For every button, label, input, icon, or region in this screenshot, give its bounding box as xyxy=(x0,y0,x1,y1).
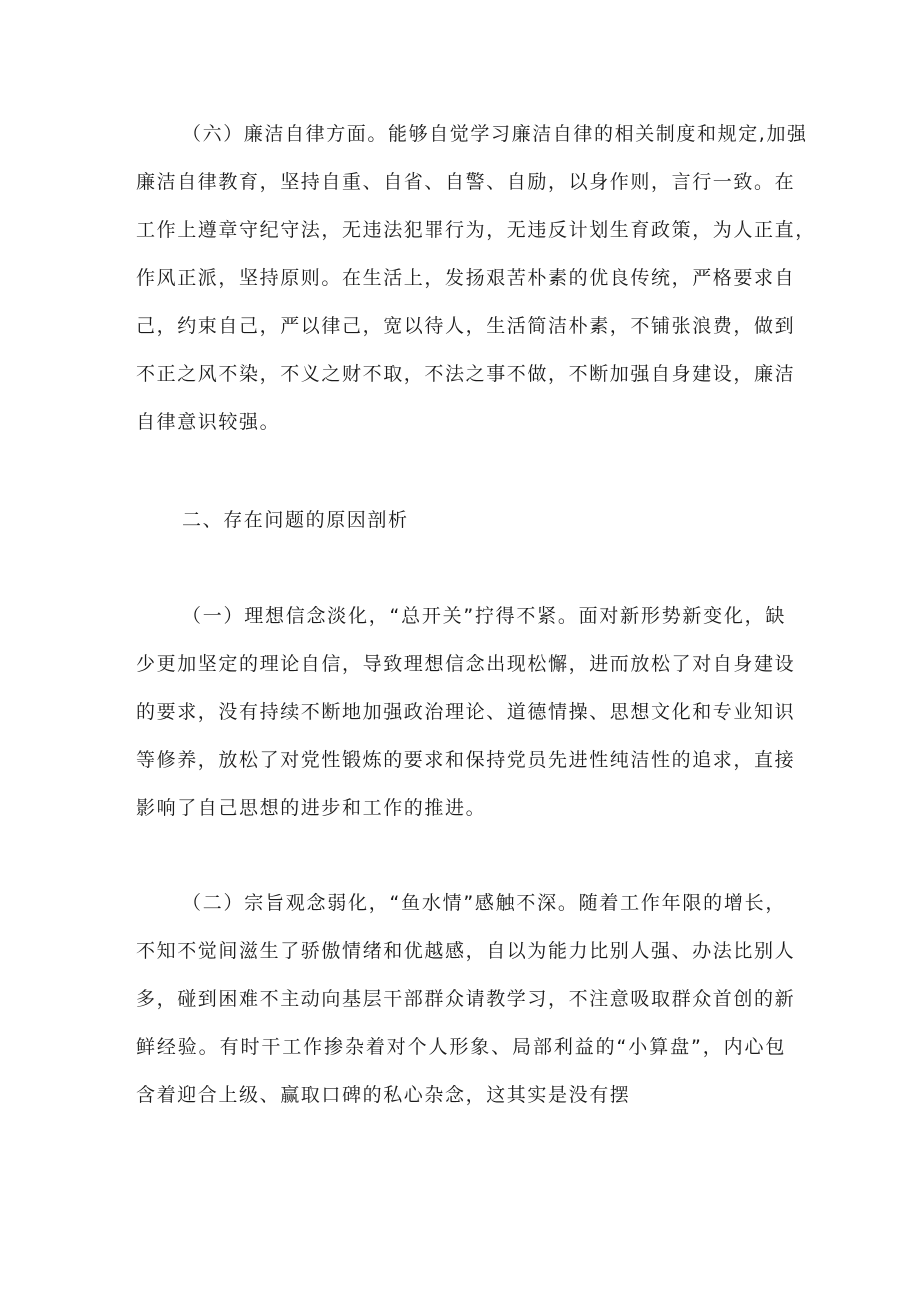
paragraph-line: （六）廉洁自律方面。能够自觉学习廉洁自律的相关制度和规定,加强 xyxy=(182,123,808,145)
paragraph-line: 多，碰到困难不主动向基层干部群众请教学习，不注意吸取群众首创的新 xyxy=(136,988,796,1010)
paragraph-line: 不知不觉间滋生了骄傲情绪和优越感，自以为能力比别人强、办法比别人 xyxy=(136,940,796,962)
paragraph-line: 工作上遵章守纪守法，无违法犯罪行为，无违反计划生育政策，为人正直， xyxy=(136,219,816,241)
paragraph-line: 含着迎合上级、赢取口碑的私心杂念，这其实是没有摆 xyxy=(136,1084,631,1106)
paragraph-line: 影响了自己思想的进步和工作的推进。 xyxy=(136,797,487,819)
paragraph-line: 等修养，放松了对党性锻炼的要求和保持党员先进性纯洁性的追求，直接 xyxy=(136,749,796,771)
paragraph-line: 的要求，没有持续不断地加强政治理论、道德情操、思想文化和专业知识 xyxy=(136,701,796,723)
paragraph-line: 廉洁自律教育，坚持自重、自省、自警、自励，以身作则，言行一致。在 xyxy=(136,171,796,193)
paragraph-line: 自律意识较强。 xyxy=(136,411,281,433)
paragraph-line: 己，约束自己，严以律己，宽以待人，生活简洁朴素，不铺张浪费，做到 xyxy=(136,315,796,337)
paragraph-line: 少更加坚定的理论自信，导致理想信念出现松懈，进而放松了对自身建设 xyxy=(136,653,796,675)
paragraph-line: 作风正派，坚持原则。在生活上，发扬艰苦朴素的优良传统，严格要求自 xyxy=(136,267,796,289)
paragraph-line: （二）宗旨观念弱化，“鱼水情”感触不深。随着工作年限的增长， xyxy=(182,892,786,914)
paragraph-line: 不正之风不染，不义之财不取，不法之事不做，不断加强自身建设，廉洁 xyxy=(136,363,796,385)
paragraph-line: （一）理想信念淡化，“总开关”拧得不紧。面对新形势新变化，缺 xyxy=(182,605,786,627)
section-heading: 二、存在问题的原因剖析 xyxy=(182,509,409,531)
paragraph-line: 鲜经验。有时干工作掺杂着对个人形象、局部利益的“小算盘”，内心包 xyxy=(136,1036,786,1058)
